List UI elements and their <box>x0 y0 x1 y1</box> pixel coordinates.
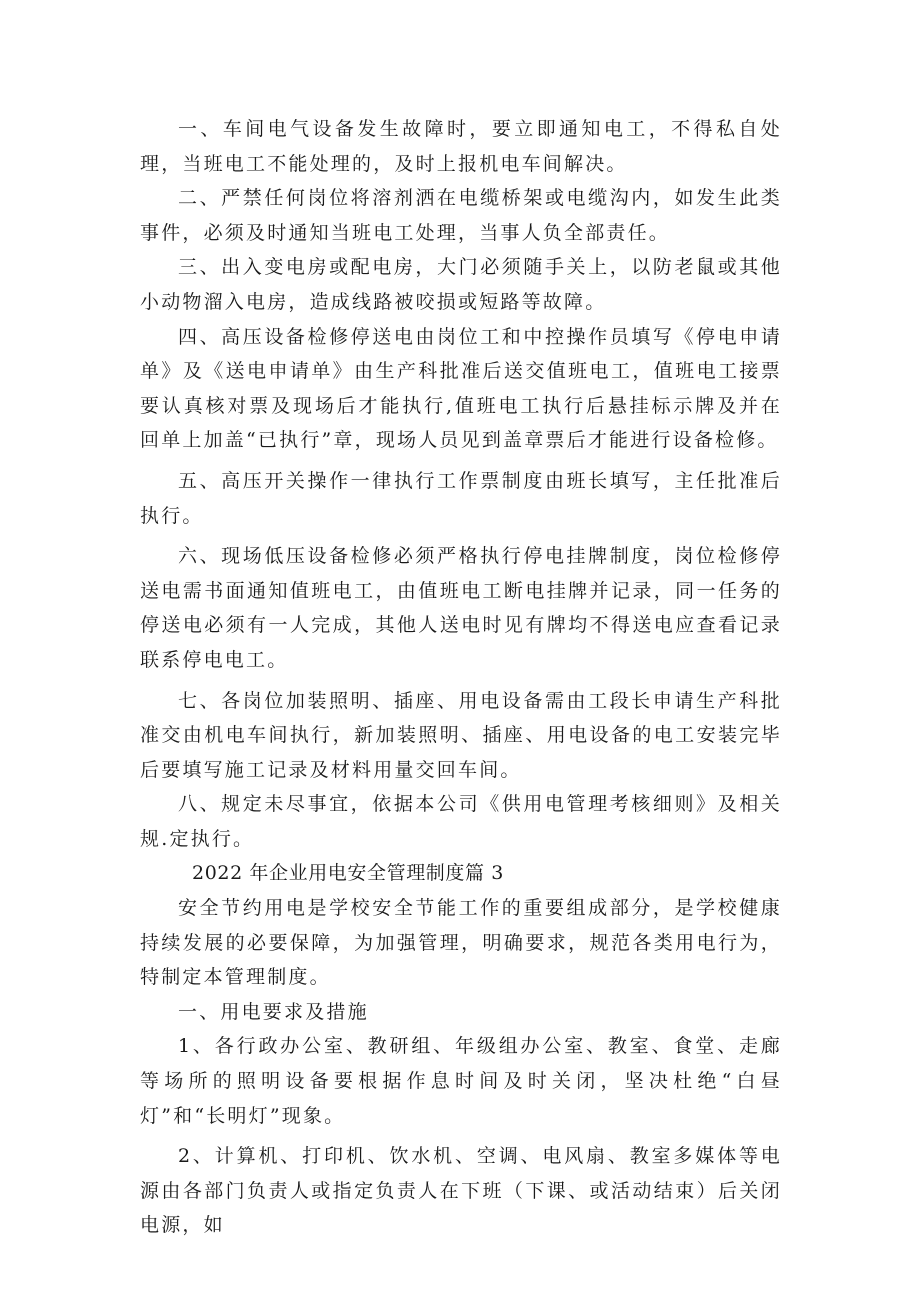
paragraph-2: 二、严禁任何岗位将溶剂洒在电缆桥架或电缆沟内，如发生此类事件，必须及时通知当班电工处理，当事人负全部责任。 <box>140 187 782 244</box>
document-body <box>140 112 782 1243</box>
section-heading: 2022 年企业用电安全管理制度篇 3 <box>192 862 504 885</box>
paragraph-7: 七、各岗位加装照明、插座、用电设备需由工段长申请生产科批准交由机电车间执行，新加装照明、插座、用电设备的电工安装完毕后要填写施工记录及材料用量交回车间。 <box>140 689 782 781</box>
paragraph-item-1: 1、各行政办公室、教研组、年级组办公室、教室、食堂、走廊等场所的照明设备要根据作息时间及时关闭，坚决杜绝“白昼灯”和“长明灯”现象。 <box>140 1035 782 1127</box>
paragraph-3: 三、出入变电房或配电房，大门必须随手关上，以防老鼠或其他小动物溜入电房，造成线路被咬损或短路等故障。 <box>140 256 782 313</box>
paragraph-6: 六、现场低压设备检修必须严格执行停电挂牌制度，岗位检修停送电需书面通知值班电工，由值班电工断电挂牌并记录，同一任务的停送电必须有一人完成，其他人送电时见有牌均不得送电应查看记录联系停电电工。 <box>140 545 782 671</box>
subheading-requirements: 一、用电要求及措施 <box>178 1000 369 1023</box>
paragraph-4: 四、高压设备检修停送电由岗位工和中控操作员填写《停电申请单》及《送电申请单》由生产科批准后送交值班电工，值班电工接票要认真核对票及现场后才能执行,值班电工执行后悬挂标示牌及并在回单上加盖“已执行”章，现场人员见到盖章票后才能进行设备检修。 <box>140 325 782 452</box>
paragraph-intro: 安全节约用电是学校安全节能工作的重要组成部分，是学校健康持续发展的必要保障，为加强管理，明确要求，规范各类用电行为，特制定本管理制度。 <box>140 897 782 989</box>
paragraph-1: 一、车间电气设备发生故障时，要立即通知电工，不得私自处理，当班电工不能处理的，及时上报机电车间解决。 <box>140 118 782 175</box>
paragraph-5: 五、高压开关操作一律执行工作票制度由班长填写，主任批准后执行。 <box>140 469 782 527</box>
paragraph-8: 八、规定未尽事宜，依据本公司《供用电管理考核细则》及相关规.定执行。 <box>140 793 782 850</box>
paragraph-item-2: 2、计算机、打印机、饮水机、空调、电风扇、教室多媒体等电源由各部门负责人或指定负责人在下班（下课、或活动结束）后关闭电源，如 <box>140 1145 782 1237</box>
